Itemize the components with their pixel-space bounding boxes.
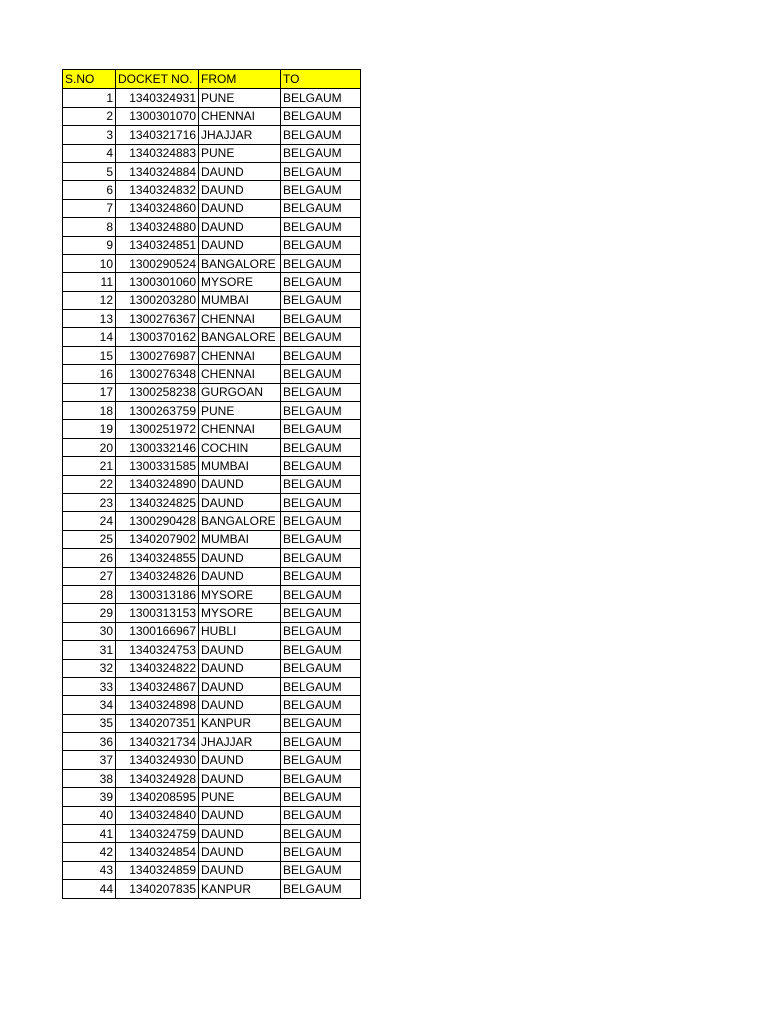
cell-to[interactable]: BELGAUM (281, 493, 361, 511)
cell-sno[interactable]: 25 (63, 530, 116, 548)
table-row (63, 604, 361, 622)
cell-docket-no[interactable]: 1340324851 (116, 236, 199, 254)
cell-to[interactable]: BELGAUM (281, 751, 361, 769)
cell-docket-no[interactable]: 1340324822 (116, 659, 199, 677)
cell-sno[interactable]: 42 (63, 843, 116, 861)
cell-to[interactable]: BELGAUM (281, 402, 361, 420)
cell-from[interactable]: HUBLI (199, 622, 281, 640)
cell-from[interactable]: CHENNAI (199, 346, 281, 364)
cell-to[interactable]: BELGAUM (281, 641, 361, 659)
docket-table (62, 69, 361, 899)
cell-docket-no[interactable]: 1340324928 (116, 769, 199, 787)
table-body (63, 89, 361, 898)
cell-docket-no[interactable]: 1300276348 (116, 365, 199, 383)
cell-to[interactable]: BELGAUM (281, 880, 361, 898)
table-row (63, 659, 361, 677)
cell-to[interactable]: BELGAUM (281, 677, 361, 695)
table-row (63, 843, 361, 861)
table-row (63, 162, 361, 180)
cell-from[interactable]: JHAJJAR (199, 733, 281, 751)
cell-from[interactable]: BANGALORE (199, 254, 281, 272)
cell-sno[interactable]: 18 (63, 402, 116, 420)
table-row (63, 585, 361, 603)
table-row (63, 402, 361, 420)
cell-to[interactable]: BELGAUM (281, 549, 361, 567)
cell-to[interactable]: BELGAUM (281, 89, 361, 107)
table-row (63, 236, 361, 254)
cell-from[interactable]: PUNE (199, 788, 281, 806)
cell-sno[interactable]: 16 (63, 365, 116, 383)
cell-to[interactable]: BELGAUM (281, 181, 361, 199)
table-row (63, 181, 361, 199)
cell-sno[interactable]: 1 (63, 89, 116, 107)
cell-sno[interactable]: 19 (63, 420, 116, 438)
cell-sno[interactable]: 24 (63, 512, 116, 530)
cell-docket-no[interactable]: 1300332146 (116, 438, 199, 456)
cell-docket-no[interactable]: 1340324867 (116, 677, 199, 695)
cell-to[interactable]: BELGAUM (281, 218, 361, 236)
cell-docket-no[interactable]: 1340324860 (116, 199, 199, 217)
table-row (63, 107, 361, 125)
cell-from[interactable]: MUMBAI (199, 457, 281, 475)
cell-docket-no[interactable]: 1300290524 (116, 254, 199, 272)
cell-from[interactable]: COCHIN (199, 438, 281, 456)
cell-docket-no[interactable]: 1340207835 (116, 880, 199, 898)
cell-sno[interactable]: 20 (63, 438, 116, 456)
table-row (63, 714, 361, 732)
cell-sno[interactable]: 27 (63, 567, 116, 585)
cell-sno[interactable]: 4 (63, 144, 116, 162)
cell-sno[interactable]: 36 (63, 733, 116, 751)
cell-from[interactable]: CHENNAI (199, 107, 281, 125)
cell-to[interactable]: BELGAUM (281, 512, 361, 530)
cell-from[interactable]: DAUND (199, 493, 281, 511)
cell-sno[interactable]: 33 (63, 677, 116, 695)
cell-to[interactable]: BELGAUM (281, 346, 361, 364)
cell-sno[interactable]: 39 (63, 788, 116, 806)
cell-sno[interactable]: 37 (63, 751, 116, 769)
cell-from[interactable]: GURGOAN (199, 383, 281, 401)
cell-docket-no[interactable]: 1300263759 (116, 402, 199, 420)
table-row (63, 383, 361, 401)
cell-to[interactable]: BELGAUM (281, 162, 361, 180)
table-row (63, 420, 361, 438)
table-row (63, 861, 361, 879)
table-row (63, 126, 361, 144)
cell-docket-no[interactable]: 1340324930 (116, 751, 199, 769)
table-row (63, 89, 361, 107)
header-docket-no[interactable]: DOCKET NO. (116, 70, 199, 89)
cell-sno[interactable]: 40 (63, 806, 116, 824)
table-row (63, 346, 361, 364)
cell-to[interactable]: BELGAUM (281, 714, 361, 732)
cell-docket-no[interactable]: 1300313153 (116, 604, 199, 622)
cell-from[interactable]: JHAJJAR (199, 126, 281, 144)
cell-to[interactable]: BELGAUM (281, 438, 361, 456)
cell-from[interactable]: CHENNAI (199, 365, 281, 383)
table-header (63, 70, 361, 89)
header-row (63, 70, 361, 89)
cell-from[interactable]: DAUND (199, 861, 281, 879)
table-row (63, 475, 361, 493)
cell-docket-no[interactable]: 1300258238 (116, 383, 199, 401)
cell-sno[interactable]: 9 (63, 236, 116, 254)
cell-docket-no[interactable]: 1300203280 (116, 291, 199, 309)
cell-sno[interactable]: 10 (63, 254, 116, 272)
cell-from[interactable]: MYSORE (199, 585, 281, 603)
table-row (63, 696, 361, 714)
table-row (63, 457, 361, 475)
table-row (63, 328, 361, 346)
header-from[interactable]: FROM (199, 70, 281, 89)
cell-to[interactable]: BELGAUM (281, 604, 361, 622)
cell-from[interactable]: DAUND (199, 181, 281, 199)
cell-from[interactable]: DAUND (199, 475, 281, 493)
table-row (63, 144, 361, 162)
cell-sno[interactable]: 26 (63, 549, 116, 567)
table-row (63, 291, 361, 309)
cell-to[interactable]: BELGAUM (281, 144, 361, 162)
cell-to[interactable]: BELGAUM (281, 843, 361, 861)
cell-docket-no[interactable]: 1340324840 (116, 806, 199, 824)
cell-from[interactable]: DAUND (199, 549, 281, 567)
cell-sno[interactable]: 23 (63, 493, 116, 511)
cell-sno[interactable]: 17 (63, 383, 116, 401)
cell-to[interactable]: BELGAUM (281, 861, 361, 879)
cell-from[interactable]: DAUND (199, 696, 281, 714)
cell-sno[interactable]: 14 (63, 328, 116, 346)
cell-to[interactable]: BELGAUM (281, 291, 361, 309)
cell-from[interactable]: BANGALORE (199, 512, 281, 530)
cell-sno[interactable]: 43 (63, 861, 116, 879)
cell-sno[interactable]: 22 (63, 475, 116, 493)
table-row (63, 806, 361, 824)
table-row (63, 438, 361, 456)
cell-to[interactable]: BELGAUM (281, 457, 361, 475)
cell-sno[interactable]: 21 (63, 457, 116, 475)
cell-from[interactable]: DAUND (199, 825, 281, 843)
cell-from[interactable]: KANPUR (199, 714, 281, 732)
cell-from[interactable]: PUNE (199, 402, 281, 420)
cell-from[interactable]: DAUND (199, 162, 281, 180)
cell-from[interactable]: DAUND (199, 769, 281, 787)
cell-from[interactable]: CHENNAI (199, 420, 281, 438)
cell-sno[interactable]: 32 (63, 659, 116, 677)
cell-docket-no[interactable]: 1340324759 (116, 825, 199, 843)
cell-from[interactable]: MUMBAI (199, 291, 281, 309)
cell-docket-no[interactable]: 1340324880 (116, 218, 199, 236)
table-row (63, 641, 361, 659)
cell-sno[interactable]: 2 (63, 107, 116, 125)
cell-to[interactable]: BELGAUM (281, 769, 361, 787)
cell-docket-no[interactable]: 1300166967 (116, 622, 199, 640)
cell-from[interactable]: MYSORE (199, 273, 281, 291)
table-row (63, 199, 361, 217)
cell-to[interactable]: BELGAUM (281, 199, 361, 217)
cell-to[interactable]: BELGAUM (281, 310, 361, 328)
cell-to[interactable]: BELGAUM (281, 696, 361, 714)
cell-sno[interactable]: 5 (63, 162, 116, 180)
cell-from[interactable]: MYSORE (199, 604, 281, 622)
cell-docket-no[interactable]: 1340207351 (116, 714, 199, 732)
cell-docket-no[interactable]: 1340324855 (116, 549, 199, 567)
cell-from[interactable]: DAUND (199, 567, 281, 585)
cell-to[interactable]: BELGAUM (281, 788, 361, 806)
cell-sno[interactable]: 15 (63, 346, 116, 364)
cell-sno[interactable]: 41 (63, 825, 116, 843)
table-row (63, 310, 361, 328)
table-row (63, 493, 361, 511)
cell-sno[interactable]: 6 (63, 181, 116, 199)
cell-docket-no[interactable]: 1340324898 (116, 696, 199, 714)
cell-sno[interactable]: 29 (63, 604, 116, 622)
table-row (63, 733, 361, 751)
cell-docket-no[interactable]: 1340324884 (116, 162, 199, 180)
cell-to[interactable]: BELGAUM (281, 420, 361, 438)
cell-sno[interactable]: 38 (63, 769, 116, 787)
cell-from[interactable]: PUNE (199, 89, 281, 107)
cell-to[interactable]: BELGAUM (281, 236, 361, 254)
cell-to[interactable]: BELGAUM (281, 383, 361, 401)
cell-docket-no[interactable]: 1340324859 (116, 861, 199, 879)
cell-from[interactable]: CHENNAI (199, 310, 281, 328)
cell-from[interactable]: DAUND (199, 751, 281, 769)
cell-sno[interactable]: 31 (63, 641, 116, 659)
cell-docket-no[interactable]: 1340324890 (116, 475, 199, 493)
cell-sno[interactable]: 3 (63, 126, 116, 144)
cell-sno[interactable]: 8 (63, 218, 116, 236)
cell-from[interactable]: MUMBAI (199, 530, 281, 548)
cell-sno[interactable]: 34 (63, 696, 116, 714)
cell-to[interactable]: BELGAUM (281, 328, 361, 346)
cell-docket-no[interactable]: 1340324854 (116, 843, 199, 861)
cell-to[interactable]: BELGAUM (281, 273, 361, 291)
table-row (63, 567, 361, 585)
cell-to[interactable]: BELGAUM (281, 825, 361, 843)
cell-docket-no[interactable]: 1300276367 (116, 310, 199, 328)
cell-docket-no[interactable]: 1300331585 (116, 457, 199, 475)
cell-from[interactable]: DAUND (199, 806, 281, 824)
cell-docket-no[interactable]: 1340321734 (116, 733, 199, 751)
cell-to[interactable]: BELGAUM (281, 107, 361, 125)
cell-sno[interactable]: 7 (63, 199, 116, 217)
table-row (63, 254, 361, 272)
cell-from[interactable]: BANGALORE (199, 328, 281, 346)
cell-to[interactable]: BELGAUM (281, 806, 361, 824)
table-row (63, 549, 361, 567)
table-row (63, 880, 361, 898)
cell-docket-no[interactable]: 1340324825 (116, 493, 199, 511)
cell-to[interactable]: BELGAUM (281, 659, 361, 677)
cell-docket-no[interactable]: 1340324883 (116, 144, 199, 162)
header-to[interactable]: TO (281, 70, 361, 89)
table-row (63, 769, 361, 787)
table-row (63, 825, 361, 843)
cell-docket-no[interactable]: 1340324832 (116, 181, 199, 199)
cell-sno[interactable]: 11 (63, 273, 116, 291)
table-row (63, 512, 361, 530)
cell-to[interactable]: BELGAUM (281, 254, 361, 272)
cell-sno[interactable]: 13 (63, 310, 116, 328)
cell-to[interactable]: BELGAUM (281, 126, 361, 144)
table-row (63, 530, 361, 548)
cell-to[interactable]: BELGAUM (281, 733, 361, 751)
cell-docket-no[interactable]: 1300313186 (116, 585, 199, 603)
cell-docket-no[interactable]: 1340324753 (116, 641, 199, 659)
cell-docket-no[interactable]: 1300370162 (116, 328, 199, 346)
cell-from[interactable]: DAUND (199, 236, 281, 254)
cell-to[interactable]: BELGAUM (281, 475, 361, 493)
cell-to[interactable]: BELGAUM (281, 585, 361, 603)
cell-sno[interactable]: 44 (63, 880, 116, 898)
cell-docket-no[interactable]: 1340208595 (116, 788, 199, 806)
cell-to[interactable]: BELGAUM (281, 365, 361, 383)
cell-from[interactable]: PUNE (199, 144, 281, 162)
table-row (63, 273, 361, 291)
cell-docket-no[interactable]: 1300301070 (116, 107, 199, 125)
table-row (63, 218, 361, 236)
cell-from[interactable]: DAUND (199, 843, 281, 861)
cell-docket-no[interactable]: 1340207902 (116, 530, 199, 548)
cell-sno[interactable]: 12 (63, 291, 116, 309)
table-row (63, 677, 361, 695)
cell-sno[interactable]: 35 (63, 714, 116, 732)
cell-docket-no[interactable]: 1340324931 (116, 89, 199, 107)
cell-to[interactable]: BELGAUM (281, 622, 361, 640)
cell-sno[interactable]: 30 (63, 622, 116, 640)
table-row (63, 622, 361, 640)
cell-from[interactable]: DAUND (199, 199, 281, 217)
cell-from[interactable]: KANPUR (199, 880, 281, 898)
cell-docket-no[interactable]: 1300251972 (116, 420, 199, 438)
cell-docket-no[interactable]: 1340324826 (116, 567, 199, 585)
table-row (63, 365, 361, 383)
table-row (63, 751, 361, 769)
cell-docket-no[interactable]: 1300290428 (116, 512, 199, 530)
cell-docket-no[interactable]: 1340321716 (116, 126, 199, 144)
cell-from[interactable]: DAUND (199, 677, 281, 695)
header-sno[interactable]: S.NO (63, 70, 116, 89)
table-row (63, 788, 361, 806)
cell-from[interactable]: DAUND (199, 641, 281, 659)
cell-sno[interactable]: 28 (63, 585, 116, 603)
cell-from[interactable]: DAUND (199, 218, 281, 236)
cell-docket-no[interactable]: 1300276987 (116, 346, 199, 364)
cell-to[interactable]: BELGAUM (281, 530, 361, 548)
cell-docket-no[interactable]: 1300301060 (116, 273, 199, 291)
cell-from[interactable]: DAUND (199, 659, 281, 677)
cell-to[interactable]: BELGAUM (281, 567, 361, 585)
